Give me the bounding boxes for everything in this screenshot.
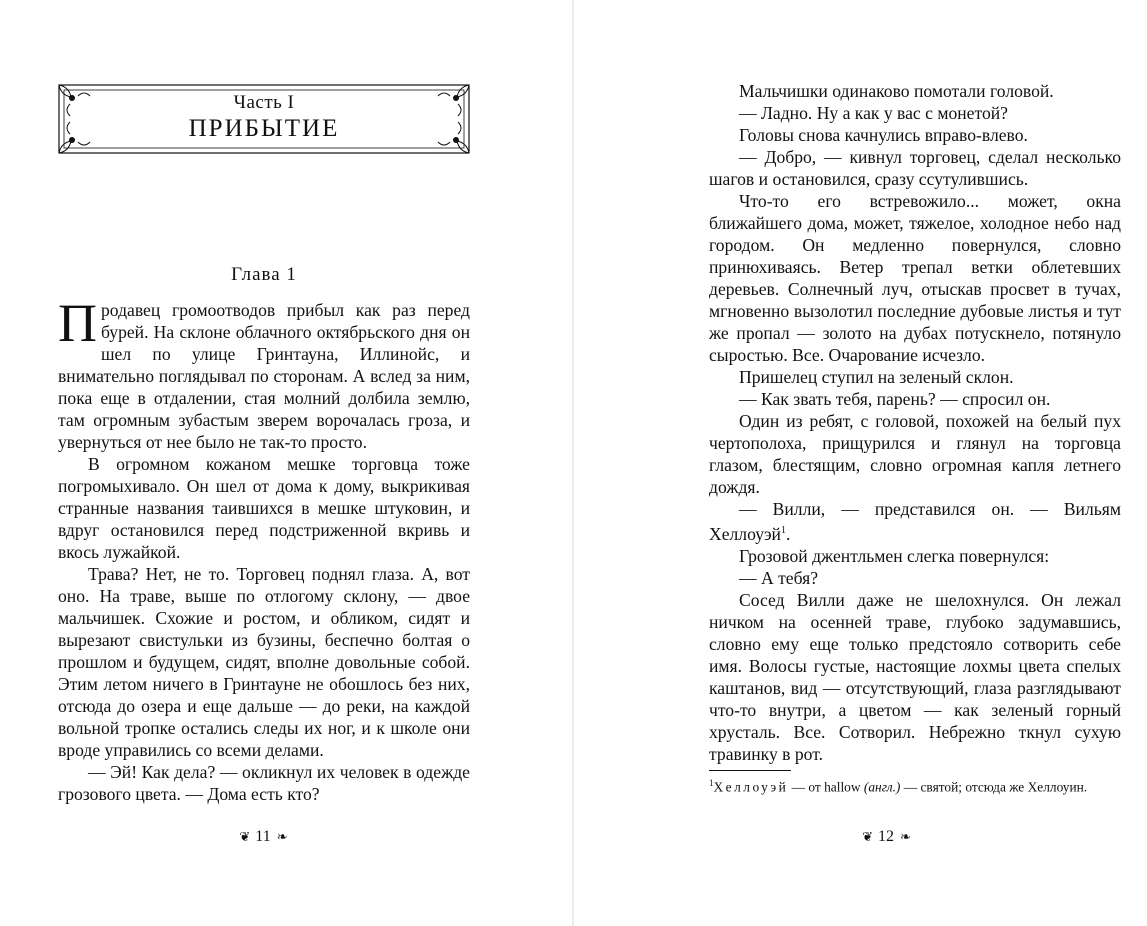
footnote (709, 774, 1121, 796)
first-paragraph (58, 293, 470, 453)
paragraph: — Добро, — кивнул торговец, сделал несколько шагов и остановился, сразу ссутулившись. (709, 147, 1121, 189)
footnote-lang: (англ.) (863, 779, 901, 795)
footnote-rule (709, 770, 791, 771)
paragraph: Что-то его встревожило... может, окна ближайшего дома, может, тяжелое, холодное небо над городом. Он медленно повернулся, словно принюхиваясь. Ветер трепал ветки облетевших деревьев. Солнечный луч, отыскав просвет в тучах, мгновенно вызолотил последние дубовые листья и тут же пропал — золото на дубах потускнело, потянуло сыростью. Все. Очарование исчезло. (709, 191, 1121, 365)
left-body-text (58, 293, 470, 805)
willie-paragraph (709, 498, 1121, 545)
drop-cap: П (58, 293, 97, 353)
footnote-text-b: — святой; отсюда же Хеллоуин. (900, 779, 1088, 795)
paragraph: Мальчишки одинаково помотали головой. (739, 81, 1054, 101)
paragraph: — Как звать тебя, парень? — спросил он. (739, 389, 1051, 409)
part-title: ПРИБЫТИЕ (188, 115, 340, 142)
page-number-right (826, 828, 946, 846)
part-label: Часть I (233, 92, 295, 113)
paragraph: Пришелец ступил на зеленый склон. (739, 367, 1014, 387)
footnote-reference: 1 (780, 525, 786, 536)
willie-line: — Вилли, — представился он. — Вильям Хеллоуэй (709, 499, 1121, 544)
footnote-text-a: — от hallow (788, 779, 864, 795)
footnote-marker: 1 (709, 778, 714, 788)
paragraph: Трава? Нет, не то. Торговец поднял глаза. А, вот оно. На траве, выше по отлогому склону, — двое мальчишек. Схожие и ростом, и обликом, сидят и вырезают свистульки из бузины, беспечно болтая о прошлом и будущем, сидят, вполне довольные собой. Этим летом ничего в Гринтауне не обошлось без них, отсюда до озера и еще дальше — до реки, на каждой вольной тропке остались следы их ног, и к школе они вроде управились со всеми делами. (58, 564, 470, 760)
ornament-right-icon: ❧ (900, 829, 910, 845)
first-paragraph-text: родавец громоотводов прибыл как раз перед бурей. На склоне облачного октябрьского дня он шел по улице Гринтауна, Иллинойс, и внимательно поглядывал по сторонам. А вслед за ним, пока еще в отдалении, стая молний долбила землю, там огромным зубастым зверем ворочалась гроза, и увернуться от нее было не так-то просто. (58, 300, 470, 452)
paragraph: Грозовой джентльмен слегка повернулся: (739, 545, 1050, 566)
ornament-left-icon: ❦ (862, 829, 872, 845)
paragraph: Один из ребят, с головой, похожей на белый пух чертополоха, прищурился и глянул на торговца глазом, блестящим, словно огромная капля летнего дождя. (709, 411, 1121, 497)
right-body-text (709, 80, 1121, 765)
willie-line-end: . (785, 523, 791, 544)
paragraph: В огромном кожаном мешке торговца тоже погромыхивало. Он шел от дома к дому, выкрикивая странные названия таившихся в мешке штуковин, и вдруг остановился перед подстриженной вкривь и вкось лужайкой. (58, 454, 470, 562)
part-heading-frame (58, 84, 470, 154)
paragraph: — А тебя? (739, 567, 819, 588)
page-number-left (203, 828, 323, 846)
footnote-term: Хеллоуэй (713, 779, 789, 795)
paragraph: — Эй! Как дела? — окликнул их человек в одежде грозового цвета. — Дома есть кто? (58, 762, 470, 804)
left-page (0, 0, 573, 926)
chapter-title: Глава 1 (231, 264, 297, 285)
paragraph: — Ладно. Ну а как у вас с монетой? (739, 103, 1008, 123)
page-number: 12 (878, 828, 894, 845)
ornament-right-icon: ❧ (276, 829, 287, 845)
page-number: 11 (255, 828, 271, 845)
paragraph: Головы снова качнулись вправо-влево. (739, 125, 1028, 145)
paragraph: Сосед Вилли даже не шелохнулся. Он лежал ничком на осенней траве, глубоко задумавшись, словно ему еще только предстояло сотворить себе имя. Волосы густые, настоящие лохмы цвета спелых каштанов, вид — отсутствующий, глаза разглядывают что-то внутри, а цветом — как зеленый горный хрусталь. Все. Сотворил. Небрежно ткнул сухую травинку в рот. (709, 589, 1121, 764)
ornament-left-icon: ❦ (239, 829, 250, 845)
right-page (574, 0, 1147, 926)
